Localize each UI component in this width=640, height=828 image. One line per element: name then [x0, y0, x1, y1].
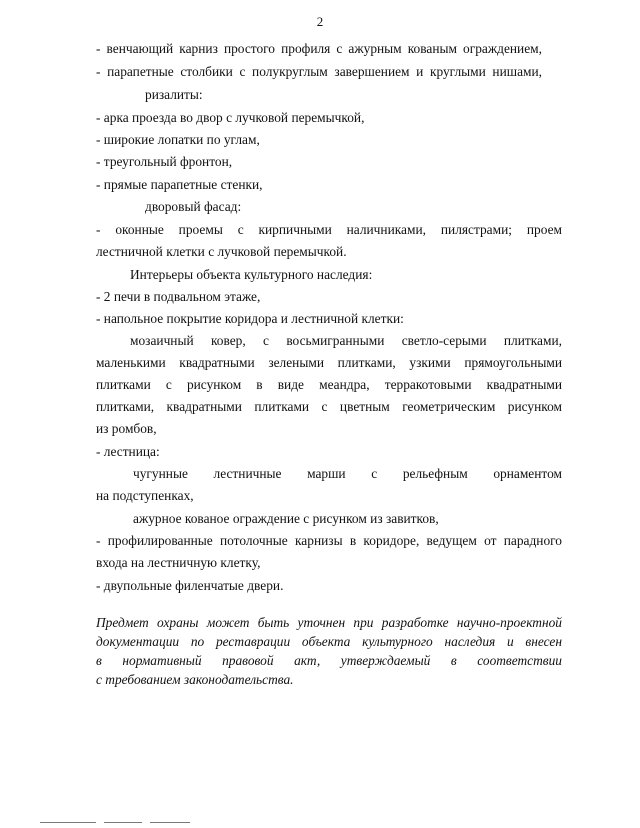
- text-line: - 2 печи в подвальном этаже,: [96, 289, 261, 304]
- text-line: ажурное кованое ограждение с рисунком из завитков,: [133, 511, 439, 526]
- section-heading: ризалиты:: [145, 87, 203, 102]
- text-line: - треугольный фронтон,: [96, 154, 233, 169]
- text-line: плитками, квадратными плитками с цветным геометрическим рисунком: [96, 399, 562, 414]
- text-line: - прямые парапетные стенки,: [96, 177, 263, 192]
- page-number: 2: [316, 14, 324, 29]
- text-line: плитками с рисунком в виде меандра, терракотовыми квадратными: [96, 377, 562, 392]
- text-line: маленькими квадратными зелеными плитками, узкими прямоугольными: [96, 355, 562, 370]
- text-line: - широкие лопатки по углам,: [96, 132, 260, 147]
- footer-rule: [40, 822, 96, 823]
- footer-rule: [104, 822, 142, 823]
- note-line: Предмет охраны может быть уточнен при разработке научно-проектной: [96, 615, 562, 630]
- text-line: на подступенках,: [96, 488, 194, 503]
- note-line: с требованием законодательства.: [96, 672, 294, 687]
- text-line: - двупольные филенчатые двери.: [96, 578, 284, 593]
- text-line: - венчающий карниз простого профиля с ажурным кованым ограждением,: [96, 41, 542, 56]
- section-heading: дворовый фасад:: [145, 199, 242, 214]
- text-line: входа на лестничную клетку,: [96, 555, 261, 570]
- text-line: - арка проезда во двор с лучковой перемычкой,: [96, 110, 365, 125]
- text-line: - оконные проемы с кирпичными наличниками, пилястрами; проем: [96, 222, 562, 237]
- note-line: документации по реставрации объекта культурного наследия и внесен: [96, 634, 562, 649]
- text-line: - напольное покрытие коридора и лестничной клетки:: [96, 311, 404, 326]
- text-line: - парапетные столбики с полукруглым завершением и круглыми нишами,: [96, 64, 542, 79]
- text-line: лестничной клетки с лучковой перемычкой.: [96, 244, 347, 259]
- text-line: чугунные лестничные марши с рельефным орнаментом: [133, 466, 562, 481]
- text-line: - профилированные потолочные карнизы в коридоре, ведущем от парадного: [96, 533, 562, 548]
- footer-rule: [150, 822, 190, 823]
- text-line: - лестница:: [96, 444, 160, 459]
- note-line: в нормативный правовой акт, утверждаемый в соответствии: [96, 653, 562, 668]
- text-line: из ромбов,: [96, 421, 157, 436]
- section-heading: Интерьеры объекта культурного наследия:: [130, 267, 373, 282]
- text-line: мозаичный ковер, с восьмигранными светло-серыми плитками,: [130, 333, 562, 348]
